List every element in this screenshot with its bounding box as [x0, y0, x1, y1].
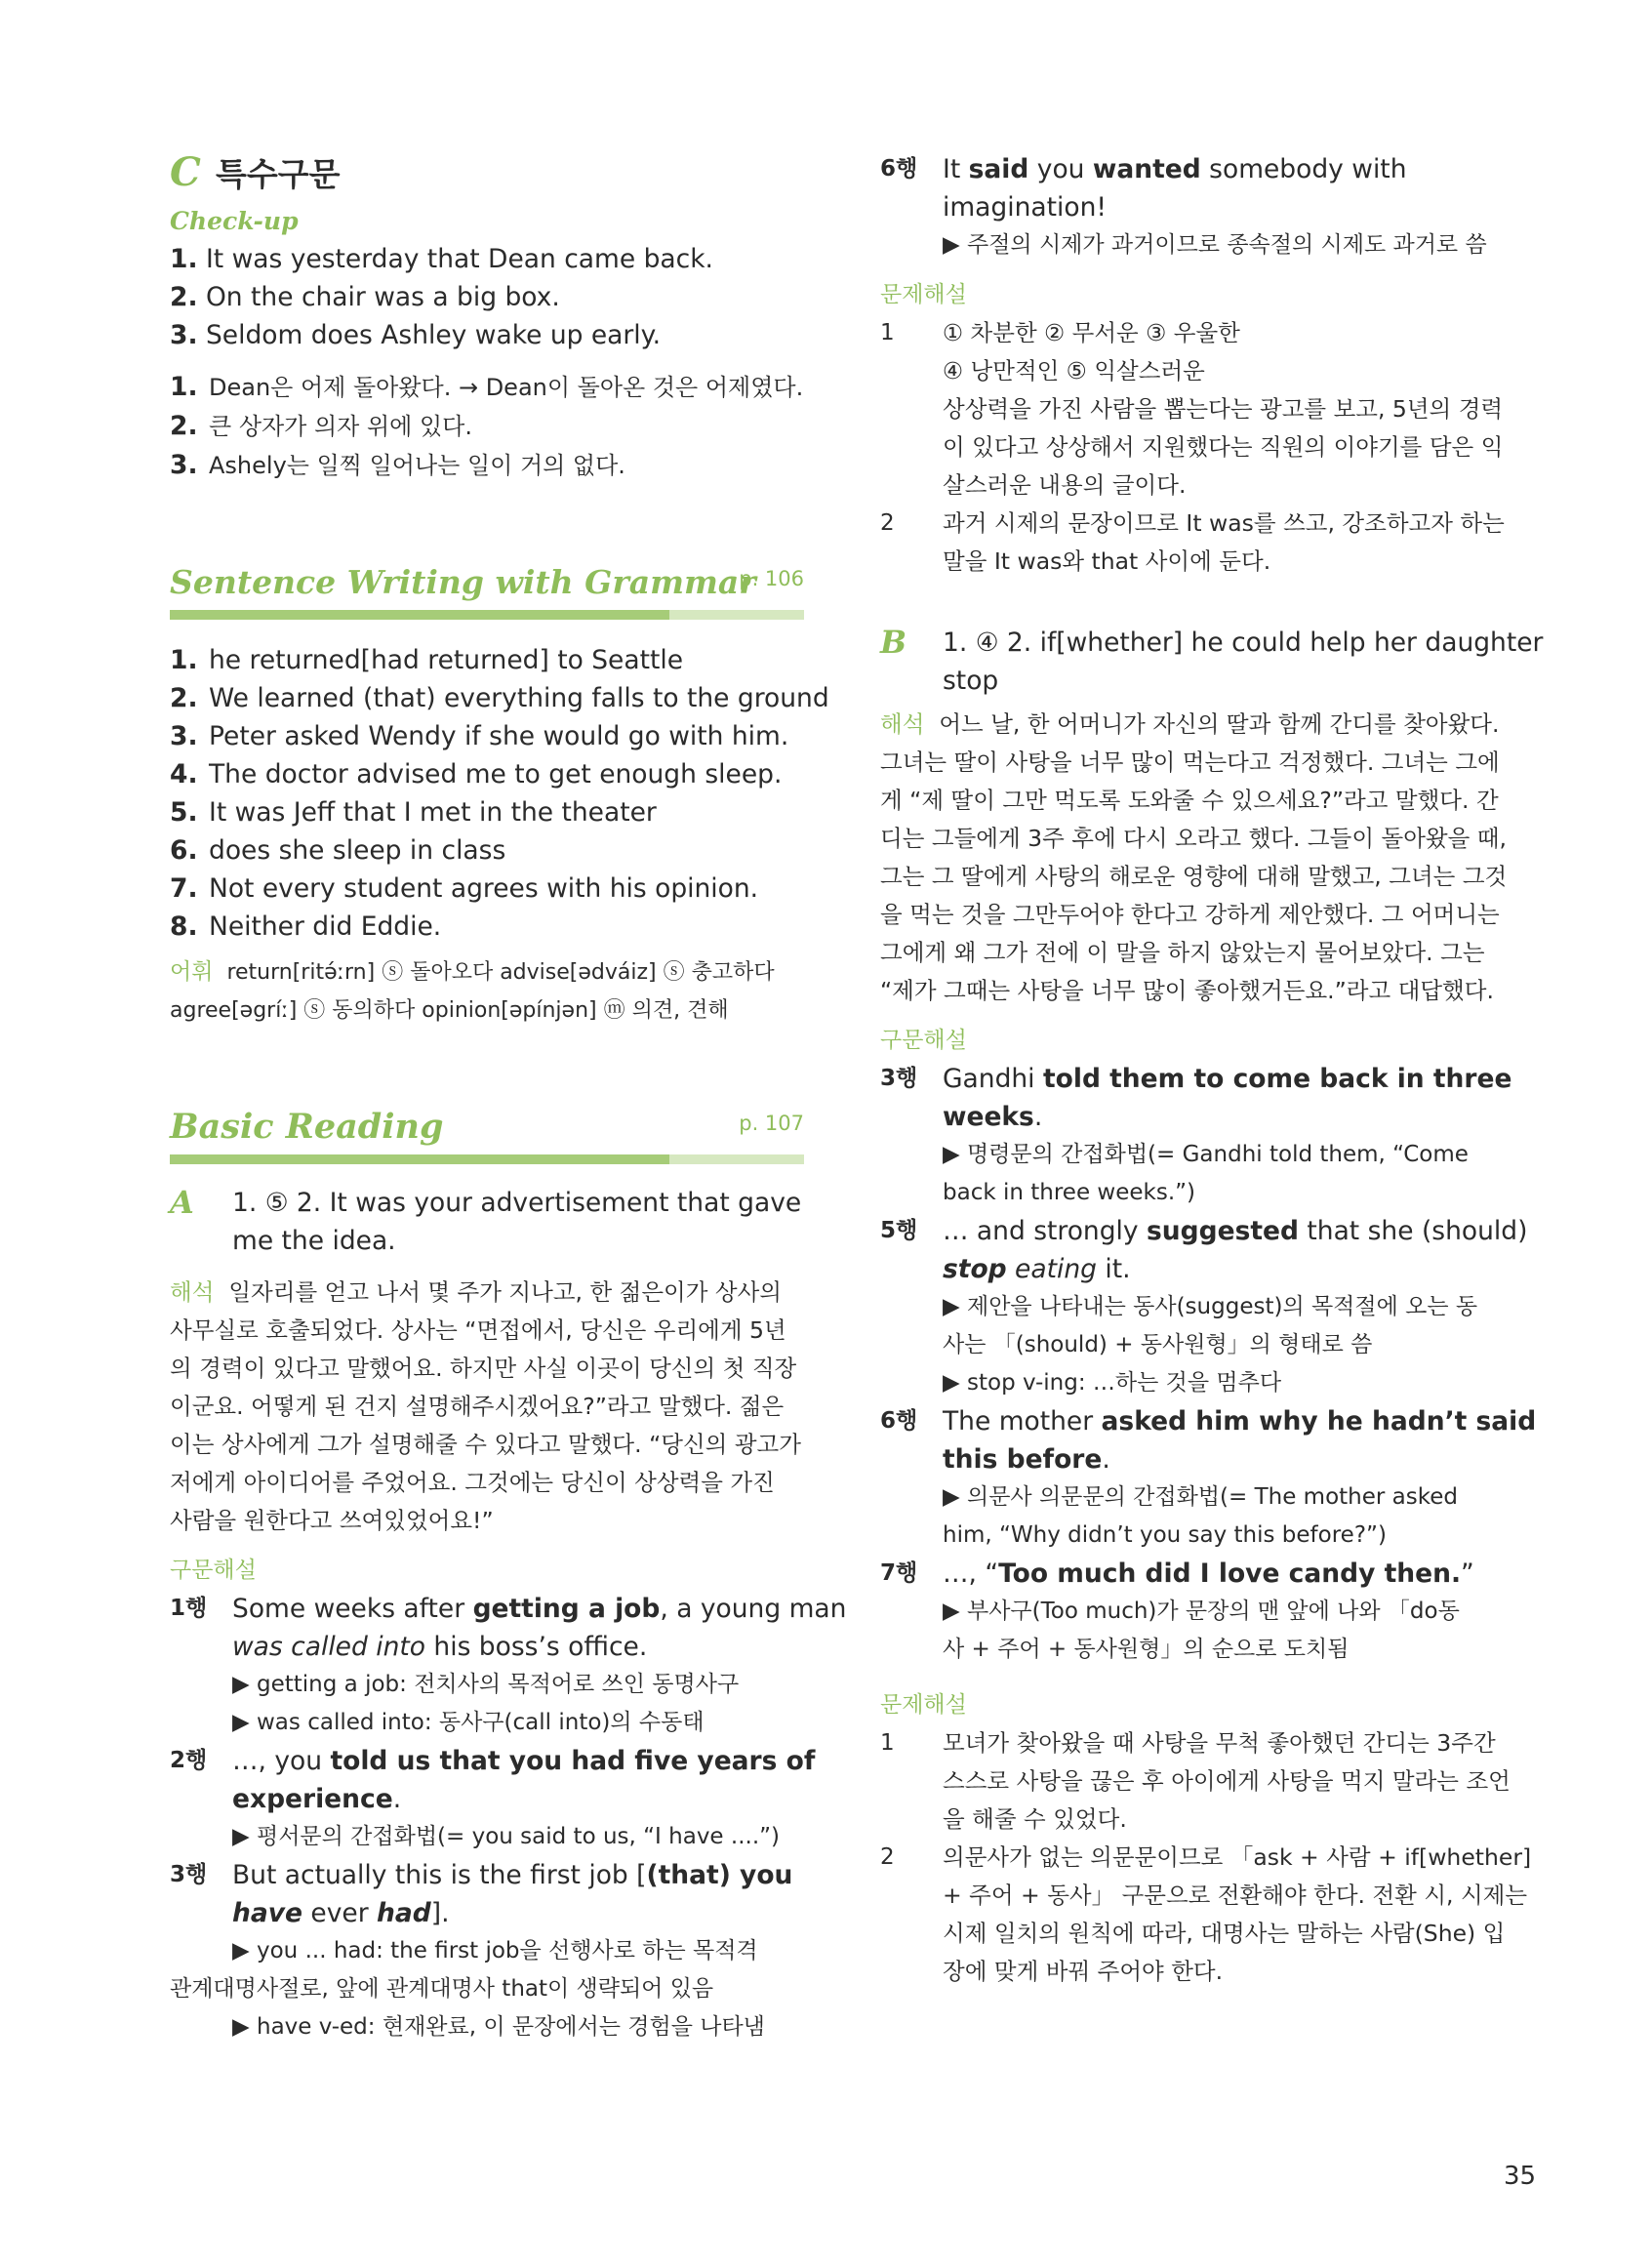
syntax-row: 2행 …, you told us that you had five years of experience. ▶ 평서문의 간접화법(= you said to us, “I have ....”)	[170, 1746, 816, 1849]
swg-item: 2. We learned (that) everything falls to the ground	[170, 683, 829, 713]
page-number: 35	[1504, 2162, 1537, 2191]
syntax-row: 7행 …, “Too much did I love candy then.” ▶ 부사구(Too much)가 문장의 맨 앞에 나와 「do동 사 + 주어 + 동사원형」의 순으로 도치됨	[880, 1559, 1474, 1662]
problem-item: 2 의문사가 없는 의문문이므로 「ask + 사람 + if[whether] + 주어 + 동사」 구문으로 전환해야 한다. 전환 시, 시제는 시제 일치의 원칙에 따라, 대명사는 말하는 사람(She) 입 장에 맞게 바꿔 주어야 한다.	[880, 1843, 1532, 1985]
vocab-line: 어휘 return[ritə́ːrn] ⓢ 돌아오다 advise[ədváiz] ⓢ 충고하다	[170, 959, 775, 985]
answer-a-letter: A	[170, 1184, 194, 1221]
swg-page-ref: p. 106	[739, 567, 804, 590]
swg-item: 4. The doctor advised me to get enough sleep.	[170, 759, 783, 789]
swg-item: 6. does she sleep in class	[170, 835, 506, 866]
translation-b: 해석 어느 날, 한 어머니가 자신의 딸과 함께 간디를 찾아왔다. 그녀는 딸이 사탕을 너무 많이 먹는다고 걱정했다. 그녀는 그에 게 “제 딸이 그만 먹도록 도와줄 수 있으세요?”라고 말했다. 간 디는 그들에게 3주 후에 다시 오라고 했다. 그들이 돌아왔을 때, 그는 그 딸에게 사탕의 해로운 영향에 대해 말했고, 그녀는 그것 을 먹는 것을 그만두어야 한다고 강하게 제안했다. 그 어머니는 그에게 왜 그가 전에 이 말을 하지 않았는지 물어보았다. 그는 “제가 그때는 사탕을 너무 많이 좋아했거든요.”라고 대답했다.	[880, 710, 1508, 1004]
vocab-line: agree[əgríː] ⓢ 동의하다 opinion[əpínjən] ⓜ 의견, 견해	[170, 998, 729, 1023]
swg-heading: Sentence Writing with Grammar p. 106	[170, 561, 804, 604]
problem-label: 문제해설	[880, 282, 967, 307]
checkup-label: Check-up	[170, 207, 299, 235]
section-c-title: 특수구문	[215, 155, 341, 193]
checkup-item: 2. On the chair was a big box.	[170, 282, 560, 312]
basic-reading-heading: Basic Reading p. 107	[170, 1106, 804, 1149]
section-c-heading	[170, 146, 804, 203]
syntax-row: 3행 But actually this is the first job [(that) you have ever had]. ▶ you ... had: the first job을 선행사로 하는 목적격 관계대명사절로, 앞에 관계대명사 that이 생략되어 있음 ▶ have v-ed: 현재완료, 이 문장에서는 경험을 나타냄	[170, 1860, 793, 2040]
problem-label: 문제해설	[880, 1692, 967, 1718]
swg-item: 1. he returned[had returned] to Seattle	[170, 645, 684, 675]
swg-item: 7. Not every student agrees with his opinion.	[170, 873, 759, 904]
swg-item: 5. It was Jeff that I met in the theater	[170, 797, 657, 828]
answer-b-letter: B	[880, 624, 907, 661]
problem-item: 2 과거 시제의 문장이므로 It was를 쓰고, 강조하고자 하는 말을 It was와 that 사이에 둔다.	[880, 509, 1505, 575]
syntax-row: 1행 Some weeks after getting a job, a young man was called into his boss’s office. ▶ getting a job: 전치사의 목적어로 쓰인 동명사구 ▶ was called into: 동사구(call into)의 수동태	[170, 1594, 847, 1735]
translation-item: 3. Ashely는 일찍 일어나는 일이 거의 없다.	[170, 450, 625, 480]
swg-item: 8. Neither did Eddie.	[170, 911, 442, 942]
swg-bar	[170, 610, 804, 620]
translation-item: 2. 큰 상자가 의자 위에 있다.	[170, 411, 472, 441]
checkup-item: 3. Seldom does Ashley wake up early.	[170, 320, 661, 350]
syntax-label: 구문해설	[170, 1558, 257, 1583]
syntax-row: 6행 It said you wanted somebody with imagination! ▶ 주절의 시제가 과거이므로 종속절의 시제도 과거로 씀	[880, 154, 1487, 258]
section-c-letter: C	[170, 149, 201, 195]
translation-list	[170, 368, 804, 485]
syntax-row: 5행 … and strongly suggested that she (should) stop eating it. ▶ 제안을 나타내는 동사(suggest)의 목적절에 오는 동 사는 「(should) + 동사원형」의 형태로 씀 ▶ stop v-ing: …하는 것을 멈추다	[880, 1216, 1528, 1396]
translation-item: 1. Dean은 어제 돌아왔다. → Dean이 돌아온 것은 어제였다.	[170, 372, 804, 402]
checkup-item: 1. It was yesterday that Dean came back.	[170, 244, 713, 274]
translation-a: 해석 일자리를 얻고 나서 몇 주가 지나고, 한 젊은이가 상사의 사무실로 호출되었다. 상사는 “면접에서, 당신은 우리에게 5년 의 경력이 있다고 말했어요. 하지만 사실 이곳이 당신의 첫 직장 이군요. 어떻게 된 건지 설명해주시겠어요?”라고 말했다. 젊은 이는 상사에게 그가 설명해줄 수 있다고 말했다. “당신의 광고가 저에게 아이디어를 주었어요. 그것에는 당신이 상상력을 가진 사람을 원한다고 쓰여있었어요!”	[170, 1278, 801, 1534]
answer-a: A 1. ⑤ 2. It was your advertisement that gave me the idea.	[170, 1184, 804, 1260]
swg-item: 3. Peter asked Wendy if she would go with him.	[170, 721, 789, 751]
basic-page-ref: p. 107	[739, 1112, 804, 1135]
basic-bar	[170, 1154, 804, 1164]
checkup-list	[170, 240, 804, 354]
swg-list	[170, 641, 829, 946]
syntax-row: 6행 The mother asked him why he hadn’t said this before. ▶ 의문사 의문문의 간접화법(= The mother asked him, “Why didn’t you say this before?”)	[880, 1406, 1537, 1548]
right-column	[880, 150, 1544, 1991]
problem-item: 1 ① 차분한 ② 무서운 ③ 우울한 ④ 낭만적인 ⑤ 익살스러운 상상력을 가진 사람을 뽑는다는 광고를 보고, 5년의 경력 이 있다고 상상해서 지원했다는 직원의 이야기를 담은 익 살스러운 내용의 글이다.	[880, 319, 1504, 499]
syntax-row: 3행 Gandhi told them to come back in three weeks. ▶ 명령문의 간접화법(= Gandhi told them, “Come back in three weeks.”)	[880, 1064, 1512, 1205]
problem-item: 1 모녀가 찾아왔을 때 사탕을 무척 좋아했던 간디는 3주간 스스로 사탕을 끊은 후 아이에게 사탕을 먹지 말라는 조언 을 해줄 수 있었다.	[880, 1729, 1511, 1833]
syntax-label: 구문해설	[880, 1028, 967, 1053]
left-column	[170, 146, 847, 2046]
answer-b: B 1. ④ 2. if[whether] he could help her daughter stop	[880, 624, 1514, 700]
